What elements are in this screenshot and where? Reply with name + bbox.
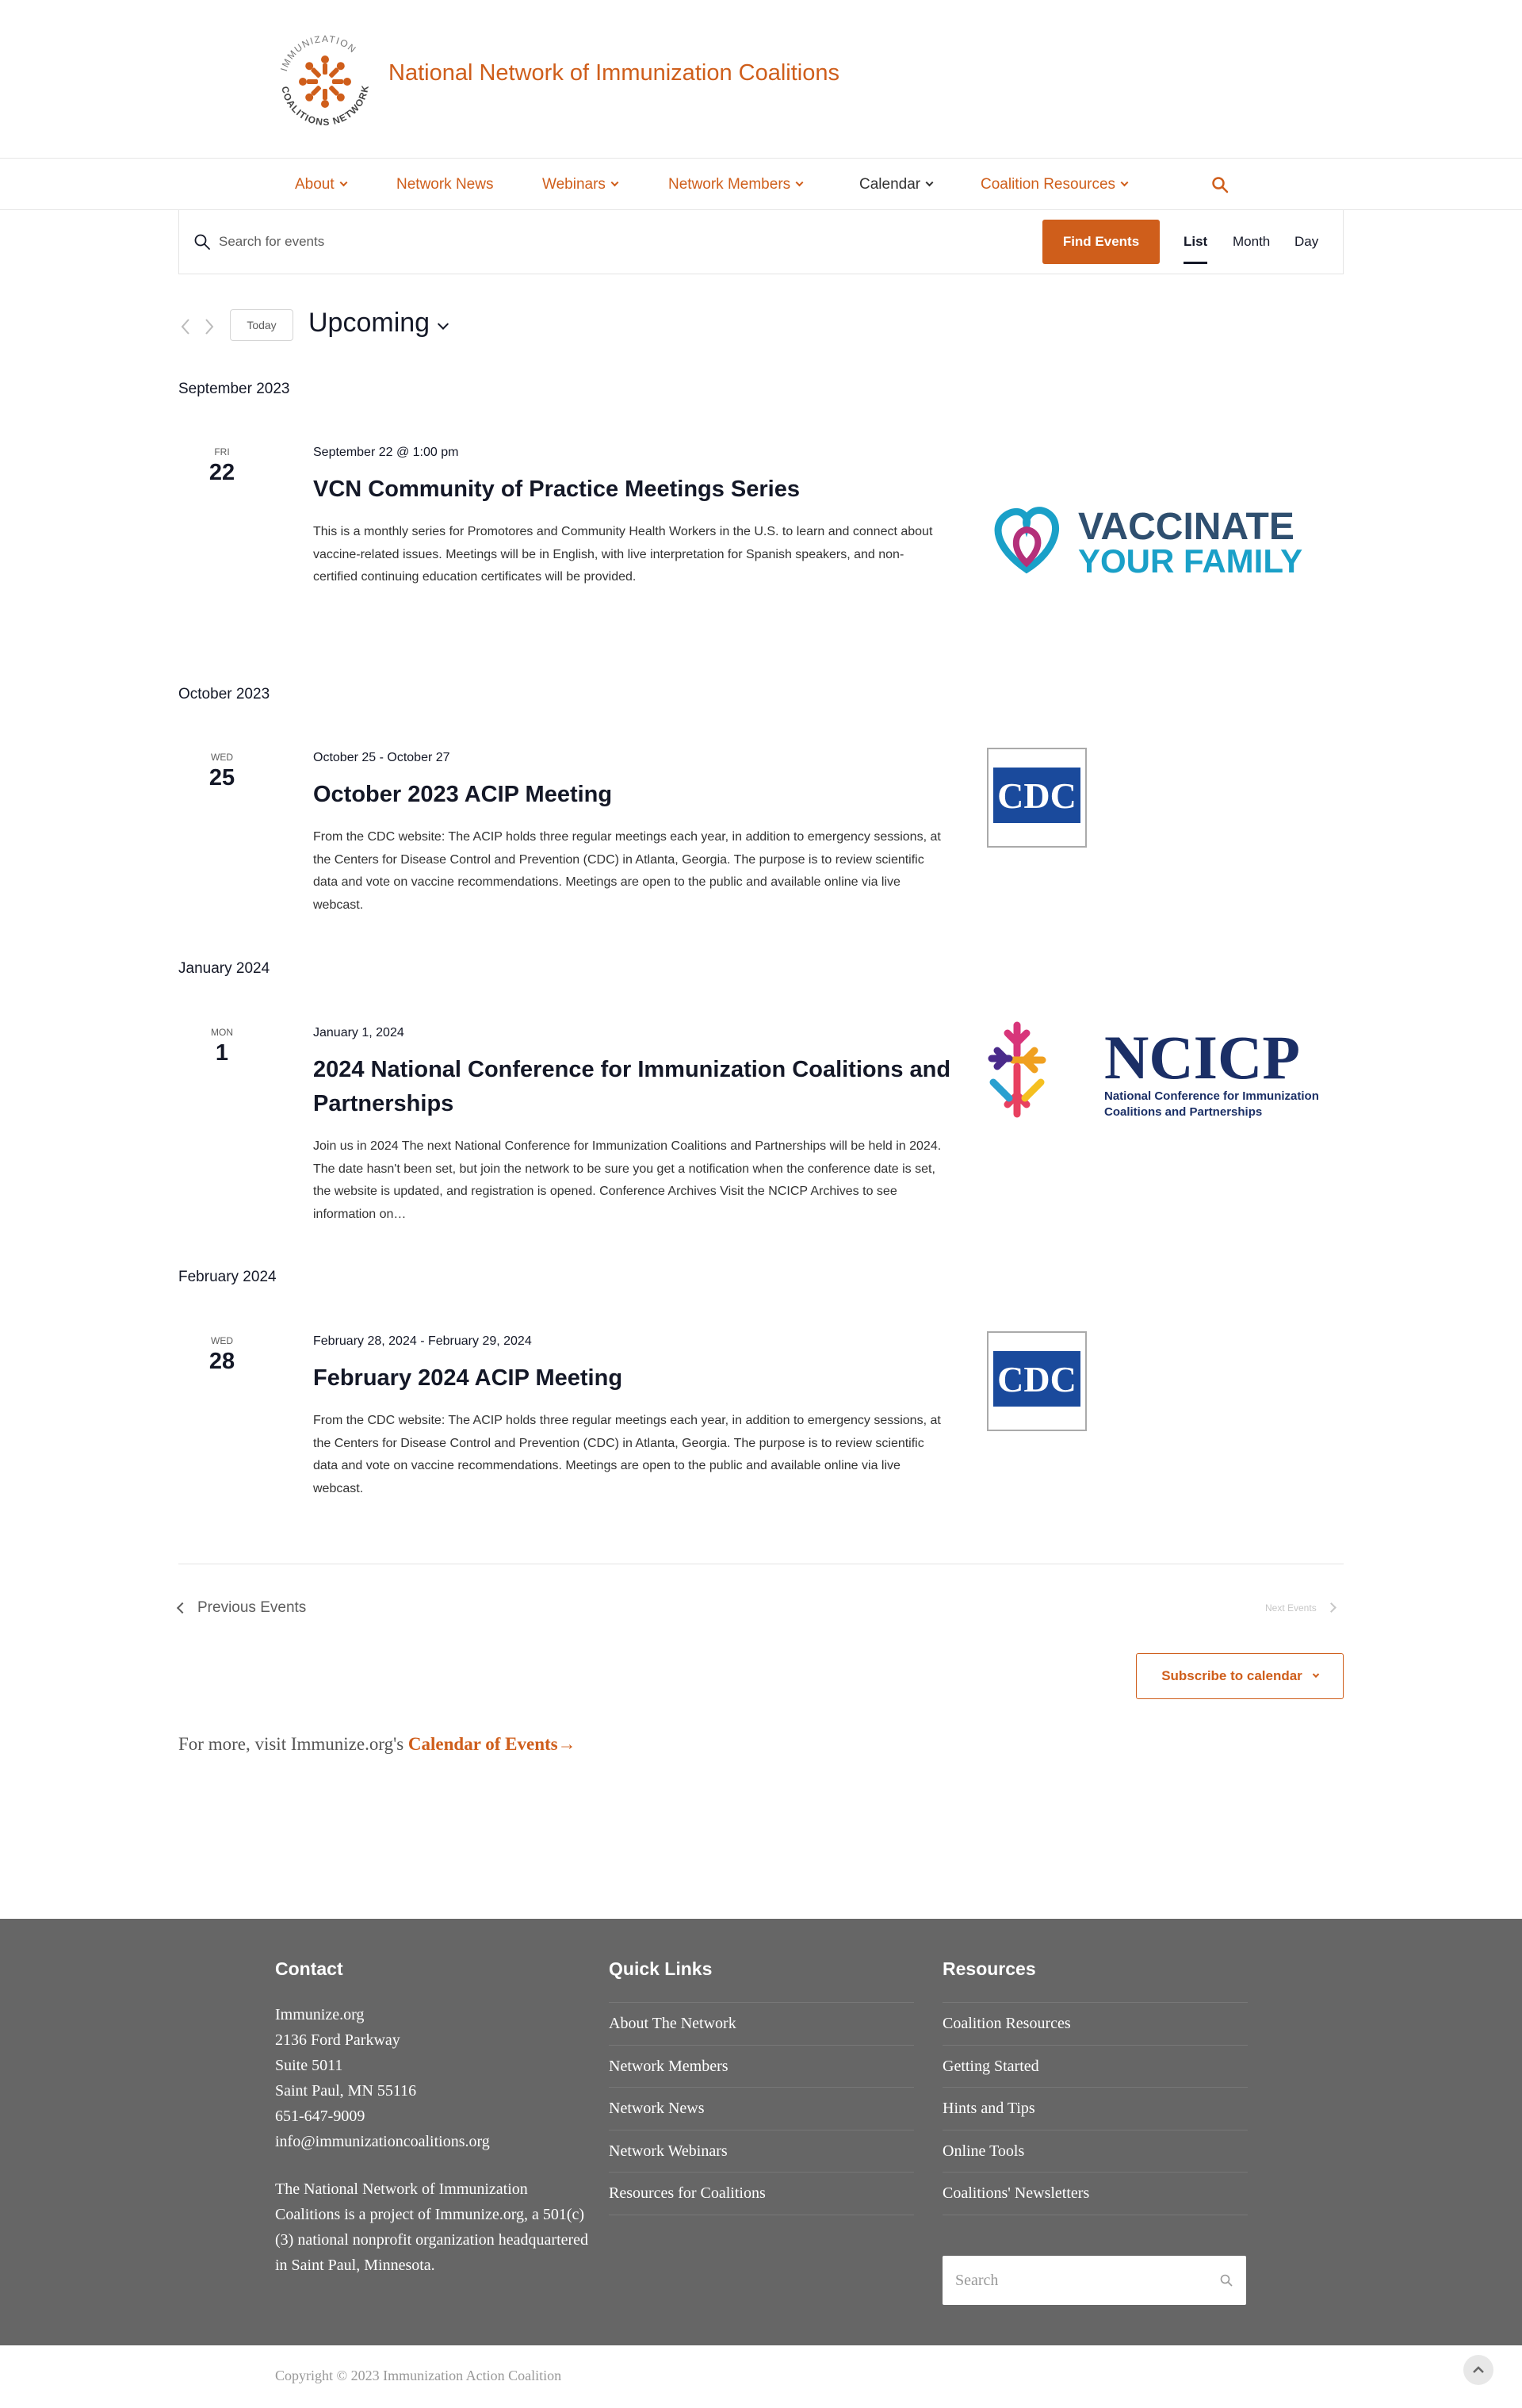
event-day-of-week: MON — [211, 1027, 233, 1038]
event-image-vaccinate-logo[interactable] — [991, 500, 1344, 579]
event-description: From the CDC website: The ACIP holds three regular meetings each year, in addition to emergency sessions, at the Centers for Disease Control and Prevention (CDC) in Atlanta, Georgia. The purpose is to review scientific data and vote on vaccine recommendations. Meetings are open to the public and available online via live webcast. — [313, 1414, 941, 1495]
contact-suite: Suite 5011 — [275, 2057, 343, 2074]
footer-link[interactable]: Online Tools — [943, 2130, 1248, 2173]
site-footer — [0, 1919, 1522, 2345]
event-day-number: 25 — [208, 765, 235, 791]
event-day-of-week: FRI — [214, 446, 230, 457]
search-icon — [193, 233, 211, 251]
nav-network-news[interactable]: Network News — [396, 176, 494, 193]
footer-about-text: The National Network of Immunization Coalitions is a project of Immunize.org, a 501(c)(3) national nonprofit organization headquartered in Saint Paul, Minnesota. — [275, 2180, 589, 2274]
footer-resources-heading: Resources — [943, 1958, 1036, 1979]
event-title[interactable]: VCN Community of Practice Meetings Series — [313, 477, 800, 502]
svg-text:CDC: CDC — [997, 775, 1076, 816]
tab-list[interactable]: List — [1184, 220, 1207, 264]
footer-search-input[interactable] — [955, 2268, 1193, 2293]
chevron-right-icon — [1326, 1602, 1337, 1613]
tab-month[interactable]: Month — [1233, 234, 1271, 249]
chevron-down-icon — [1313, 1671, 1319, 1678]
main-nav — [0, 159, 1522, 210]
more-events-text: For more, visit Immunize.org's Calendar of Events→ — [178, 1734, 576, 1754]
svg-text:CDC: CDC — [997, 1359, 1076, 1399]
event-day-of-week: WED — [211, 1335, 233, 1346]
bottom-bar — [0, 2345, 1522, 2408]
event-description: From the CDC website: The ACIP holds three regular meetings each year, in addition to emergency sessions, at the Centers for Disease Control and Prevention (CDC) in Atlanta, Georgia. The purpose is to review scientific data and vote on vaccine recommendations. Meetings are open to the public and available online via live webcast. — [313, 830, 941, 912]
svg-text:NCICP: NCICP — [1104, 1023, 1300, 1092]
event-day-number: 22 — [208, 460, 235, 485]
month-separator: October 2023 — [178, 686, 1344, 710]
site-header — [0, 0, 1522, 159]
svg-text:IMMUNIZATION: IMMUNIZATION — [277, 33, 359, 73]
contact-org: Immunize.org — [275, 2006, 365, 2023]
calendar-of-events-link[interactable]: Calendar of Events→ — [407, 1734, 576, 1754]
event-image-cdc-logo[interactable] — [987, 1331, 1087, 1431]
back-to-top-button[interactable] — [1463, 2355, 1493, 2385]
footer-search — [943, 2256, 1246, 2305]
copyright: Copyright © 2023 Immunization Action Coalition — [275, 2368, 562, 2383]
event-search-input[interactable] — [219, 226, 694, 258]
tab-day[interactable]: Day — [1294, 234, 1319, 249]
event-description: Join us in 2024 The next National Conference for Immunization Coalitions and Partnerships will be held in 2024. The date hasn't been set, but join the network to be sure you get a notification when the conference date is set, the website is updated, and registration is opened. Conference Archives Visit the NCICP Archives to see information on… — [313, 1139, 942, 1221]
event-title[interactable]: 2024 National Conference for Immunization Coalitions and Partnerships — [313, 1057, 951, 1116]
contact-address: 2136 Ford Parkway — [275, 2031, 400, 2049]
previous-events-link[interactable]: Previous Events — [178, 1599, 306, 1617]
svg-text:YOUR FAMILY: YOUR FAMILY — [1078, 542, 1303, 579]
month-separator: February 2024 — [178, 1269, 1344, 1292]
footer-link[interactable]: About The Network — [609, 2003, 914, 2046]
chevron-down-icon — [796, 178, 804, 186]
search-icon[interactable] — [1219, 2273, 1233, 2287]
month-separator: September 2023 — [178, 381, 1344, 404]
nav-coalition-resources[interactable]: Coalition Resources — [981, 159, 1127, 210]
nav-calendar[interactable]: Calendar — [859, 159, 932, 210]
event-description: This is a monthly series for Promotores and Community Health Workers in the U.S. to learn and connect about vaccine-related issues. Meetings will be in English, with live interpretation for Spanish speakers, and non-certified continuing education certificates will be provided. — [313, 525, 933, 584]
contact-phone[interactable]: 651-647-9009 — [275, 2107, 365, 2125]
nav-about[interactable]: About — [295, 159, 346, 210]
events-search-bar — [178, 210, 1344, 274]
footer-quick-links-heading: Quick Links — [609, 1958, 713, 1979]
svg-text:COALITIONS NETWORK: COALITIONS NETWORK — [279, 83, 371, 128]
footer-link[interactable]: Getting Started — [943, 2046, 1248, 2088]
find-events-button[interactable]: Find Events — [1042, 220, 1160, 264]
chevron-down-icon — [610, 178, 618, 186]
chevron-down-icon — [1121, 178, 1129, 186]
today-button[interactable]: Today — [230, 309, 293, 341]
contact-city: Saint Paul, MN 55116 — [275, 2082, 417, 2100]
site-logo[interactable] — [272, 29, 378, 135]
event-date: October 25 - October 27 — [313, 751, 450, 764]
chevron-down-icon — [438, 319, 449, 330]
event-date: September 22 @ 1:00 pm — [313, 446, 459, 459]
footer-link[interactable]: Resources for Coalitions — [609, 2173, 914, 2215]
event-image-cdc-logo[interactable] — [987, 748, 1087, 848]
footer-contact-info — [275, 2002, 592, 2154]
event-day-of-week: WED — [211, 752, 233, 763]
event-title[interactable]: February 2024 ACIP Meeting — [313, 1365, 623, 1391]
logo-image — [272, 29, 378, 135]
subscribe-calendar-button[interactable]: Subscribe to calendar — [1136, 1653, 1344, 1699]
footer-link[interactable]: Network News — [609, 2088, 914, 2130]
next-arrow-icon[interactable] — [201, 316, 217, 338]
footer-link[interactable]: Network Members — [609, 2046, 914, 2088]
svg-text:Coalitions and Partnerships: Coalitions and Partnerships — [1104, 1105, 1263, 1119]
chevron-down-icon — [339, 178, 347, 186]
footer-link[interactable]: Network Webinars — [609, 2130, 914, 2173]
footer-link[interactable]: Hints and Tips — [943, 2088, 1248, 2130]
previous-arrow-icon[interactable] — [178, 316, 193, 338]
next-events-link: Next Events — [1265, 1602, 1335, 1614]
site-title[interactable]: National Network of Immunization Coalitions — [388, 60, 839, 86]
event-day-number: 28 — [208, 1349, 235, 1374]
event-day-number: 1 — [215, 1040, 229, 1066]
chevron-up-icon — [1463, 2355, 1493, 2385]
event-title[interactable]: October 2023 ACIP Meeting — [313, 782, 613, 807]
chevron-left-icon — [177, 1602, 188, 1614]
footer-contact-heading: Contact — [275, 1958, 343, 1979]
footer-link[interactable]: Coalition Resources — [943, 2003, 1248, 2046]
search-icon[interactable] — [1211, 176, 1229, 193]
footer-link[interactable]: Coalitions' Newsletters — [943, 2173, 1248, 2215]
nav-network-members[interactable]: Network Members — [668, 159, 802, 210]
svg-text:National Conference for Immuni: National Conference for Immunization — [1104, 1089, 1319, 1103]
event-date: January 1, 2024 — [313, 1026, 404, 1039]
chevron-down-icon — [926, 178, 934, 186]
month-separator: January 2024 — [178, 960, 1344, 984]
footer-resources-links — [943, 2002, 1248, 2215]
nav-webinars[interactable]: Webinars — [542, 159, 618, 210]
contact-email[interactable]: info@immunizationcoalitions.org — [275, 2133, 490, 2150]
footer-quick-links — [609, 2002, 914, 2215]
event-date: February 28, 2024 - February 29, 2024 — [313, 1334, 532, 1348]
event-image-ncicp-logo[interactable] — [985, 1019, 1346, 1122]
svg-text:VACCINATE: VACCINATE — [1078, 506, 1294, 548]
date-range-selector[interactable]: Upcoming — [308, 308, 447, 339]
